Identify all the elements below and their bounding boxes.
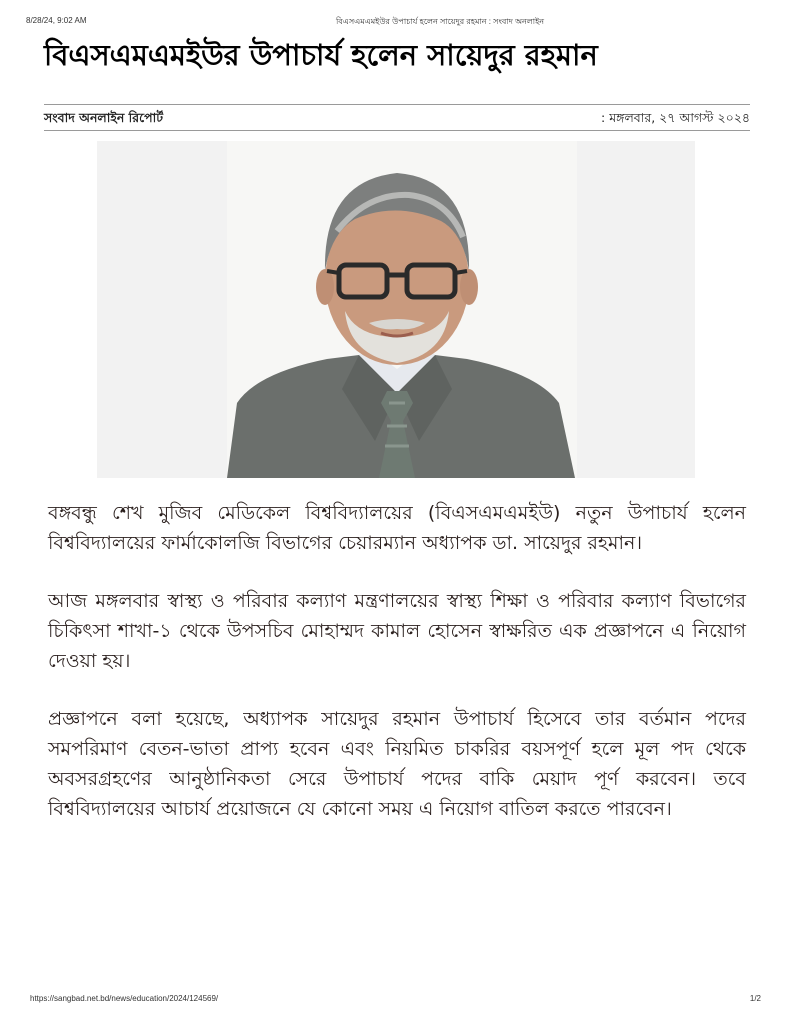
top-divider xyxy=(44,104,750,105)
print-document-title: বিএসএমএমইউর উপাচার্য হলেন সায়েদুর রহমান : সংবাদ অনলাইন xyxy=(336,17,545,26)
article-photo xyxy=(97,141,695,478)
article-paragraph-1: বঙ্গবন্ধু শেখ মুজিব মেডিকেল বিশ্ববিদ্যালয়ের (বিএসএমএমইউ) নতুন উপাচার্য হলেন বিশ্ববিদ্যালয়ের ফার্মাকোলজি বিভাগের চেয়ারম্যান অধ্যাপক ডা. সায়েদুর রহমান। xyxy=(48,502,746,554)
print-page-number: 1/2 xyxy=(749,994,761,1003)
print-timestamp: 8/28/24, 9:02 AM xyxy=(26,16,87,25)
article-dateline: : মঙ্গলবার, ২৭ আগস্ট ২০২৪ xyxy=(601,110,750,125)
article-byline: সংবাদ অনলাইন রিপোর্ট xyxy=(44,110,164,125)
print-source-url: https://sangbad.net.bd/news/education/2024/124569/ xyxy=(30,994,219,1003)
article-body xyxy=(48,498,746,852)
article-paragraph-2: আজ মঙ্গলবার স্বাস্থ্য ও পরিবার কল্যাণ মন্ত্রণালয়ের স্বাস্থ্য শিক্ষা ও পরিবার কল্যাণ বিভাগের চিকিৎসা শাখা-১ থেকে উপসচিব মোহাম্মদ কামাল হোসেন স্বাক্ষরিত এক প্রজ্ঞাপনে এ নিয়োগ দেওয়া হয়। xyxy=(48,590,746,672)
bottom-divider xyxy=(44,130,750,131)
article-paragraph-3: প্রজ্ঞাপনে বলা হয়েছে, অধ্যাপক সায়েদুর রহমান উপাচার্য হিসেবে তার বর্তমান পদের সমপরিমাণ বেতন-ভাতা প্রাপ্য হবেন এবং নিয়মিত চাকরির বয়সপূর্ণ হলে মূল পদ থেকে অবসরগ্রহণের আনুষ্ঠানিকতা সেরে উপাচার্য পদের বাকি মেয়াদ পূর্ণ করবেন। তবে বিশ্ববিদ্যালয়ের আচার্য প্রয়োজনে যে কোনো সময় এ নিয়োগ বাতিল করতে পারবেন। xyxy=(48,708,746,820)
byline-row xyxy=(44,110,750,128)
article-headline: বিএসএমএমইউর উপাচার্য হলেন সায়েদুর রহমান xyxy=(44,38,598,72)
